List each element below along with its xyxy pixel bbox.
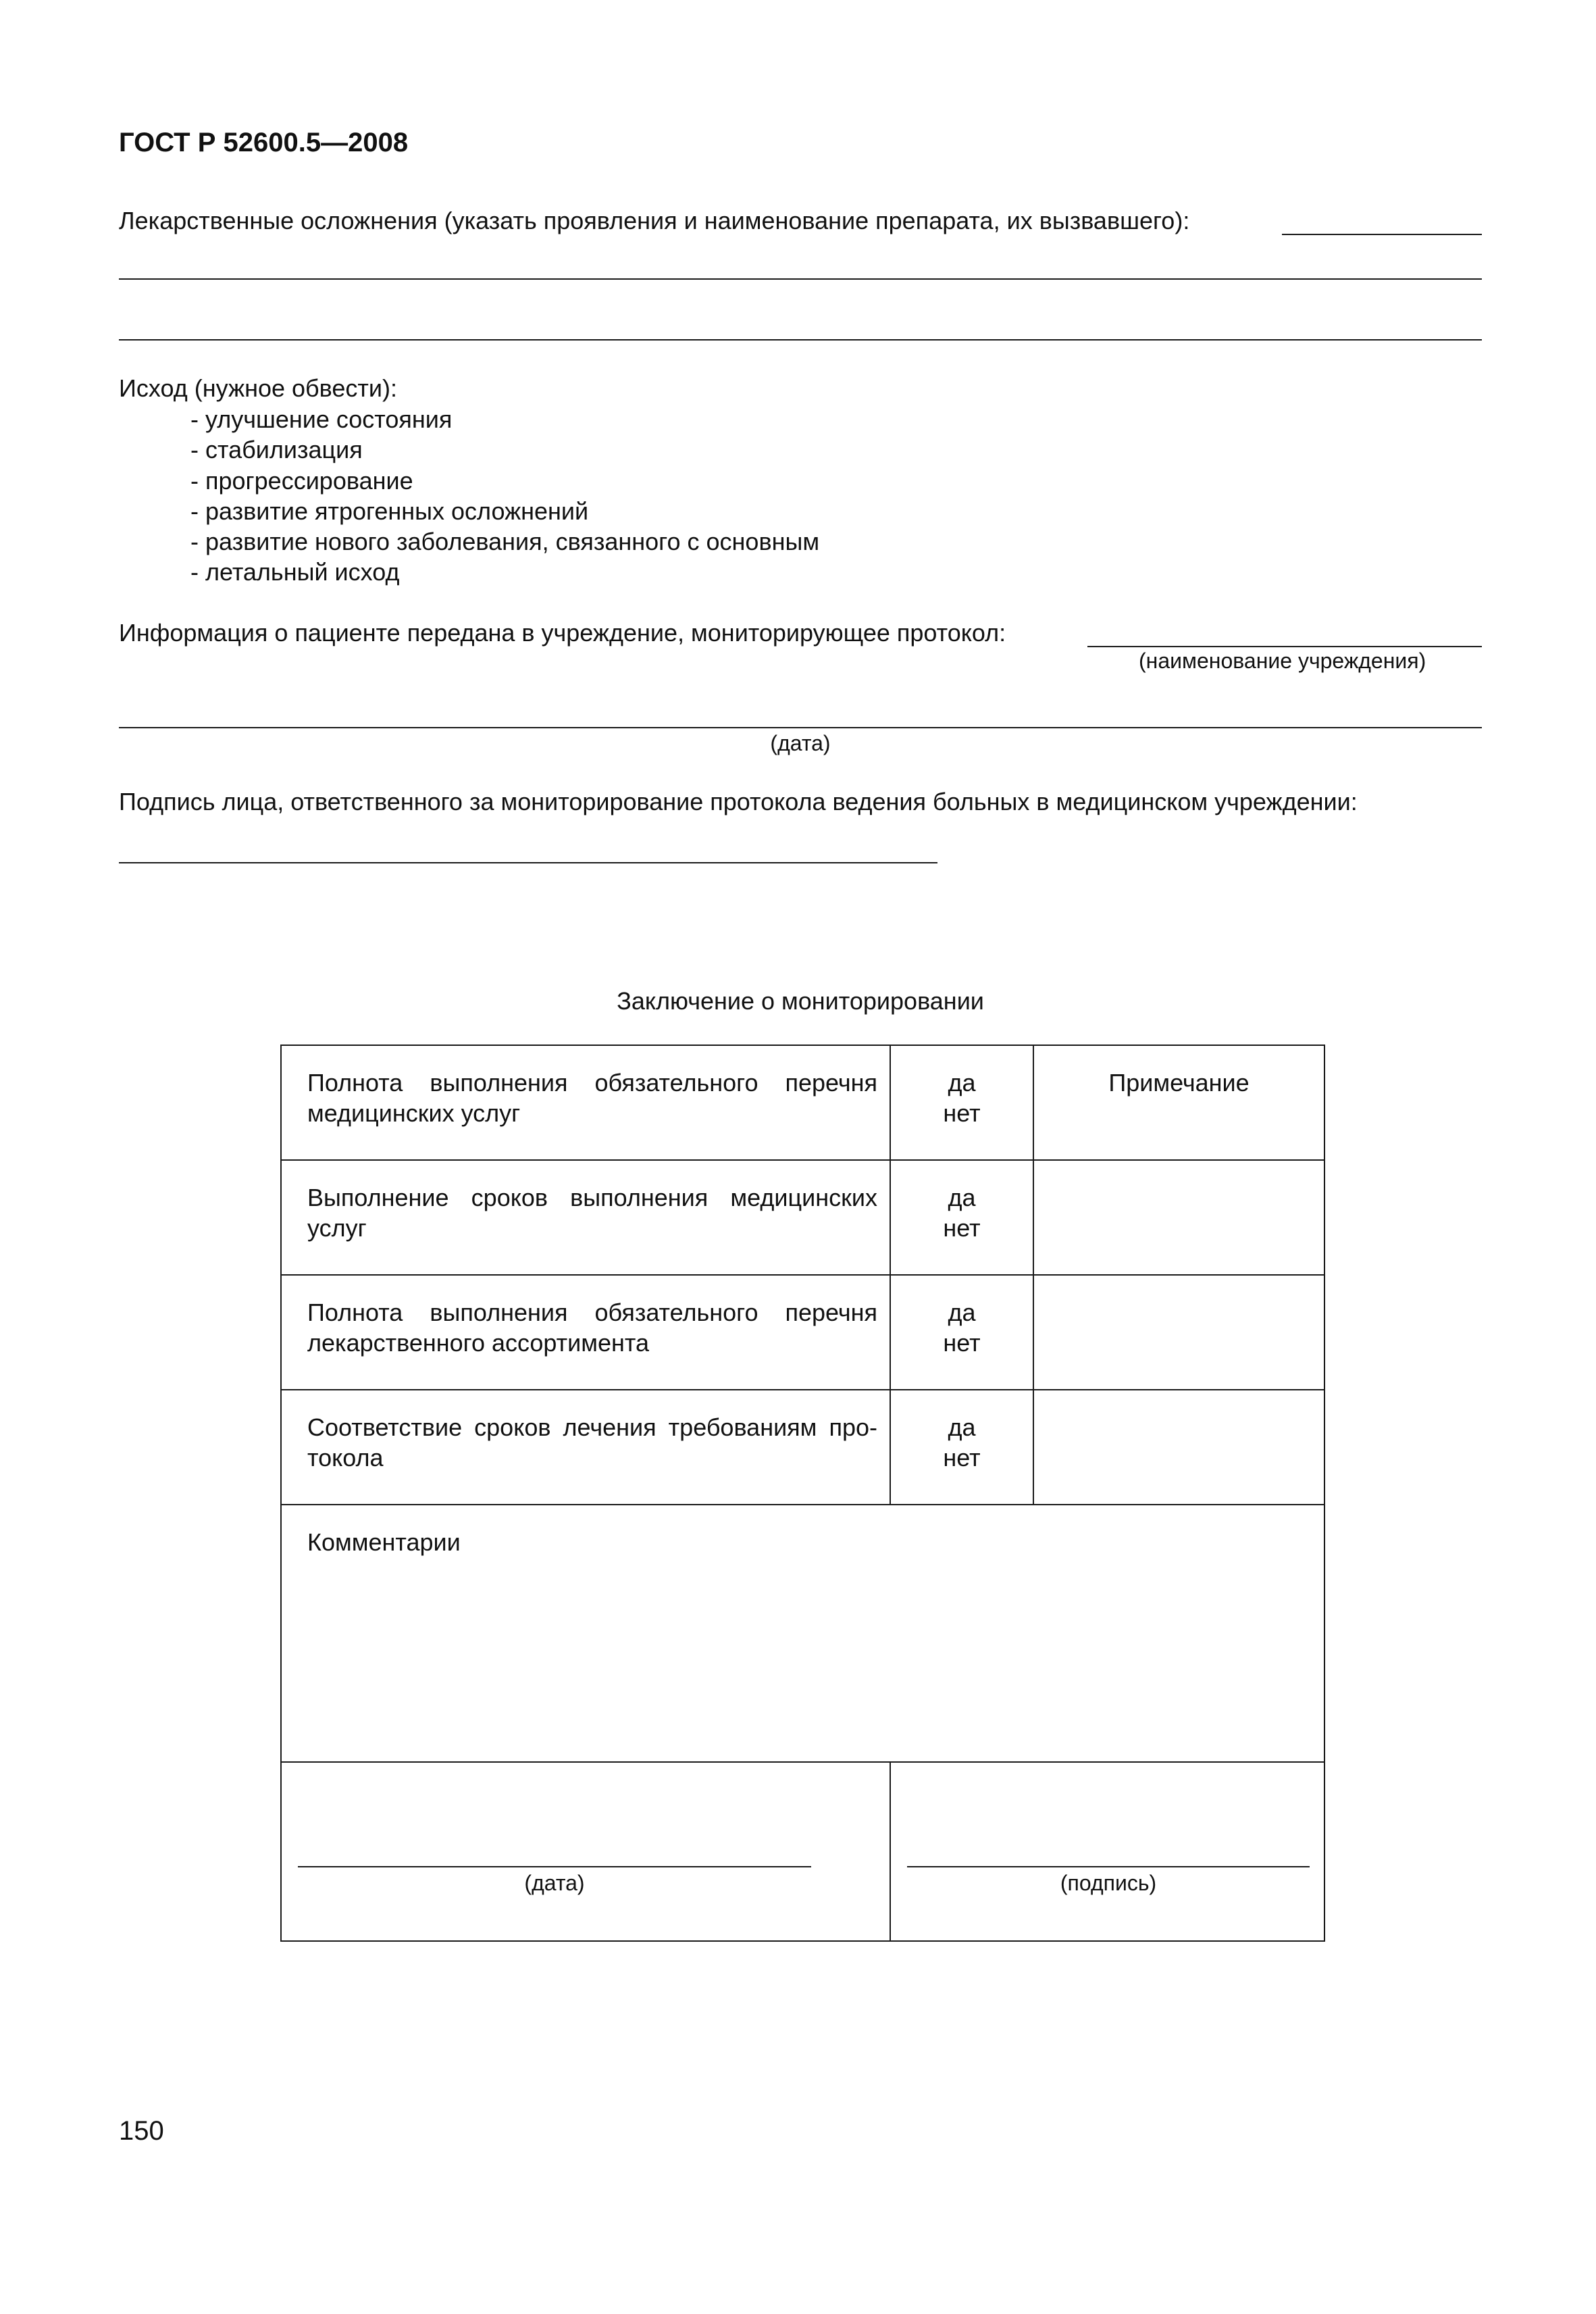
no-option: нет — [943, 1214, 981, 1242]
complications-fill-line — [119, 339, 1482, 341]
yes-no-cell — [890, 1045, 1033, 1160]
signature-cell — [890, 1762, 1324, 1941]
no-option: нет — [943, 1099, 981, 1127]
signature-line — [907, 1866, 1310, 1867]
criterion-cell: Полнота выполнения обязательного перечня лекарственного ассортимента — [281, 1275, 890, 1390]
signature-row — [281, 1762, 1324, 1941]
signature-fill-line — [119, 862, 937, 863]
table-row — [281, 1390, 1324, 1505]
no-option: нет — [943, 1444, 981, 1472]
date-caption: (дата) — [770, 731, 831, 755]
complications-label: Лекарственные осложнения (указать проявления и наименование препарата, их вызвавшего): — [119, 207, 1190, 234]
yes-no-cell — [890, 1390, 1033, 1505]
yes-option: да — [948, 1184, 976, 1211]
outcome-title: Исход (нужное обвести): — [119, 374, 397, 402]
page-number: 150 — [119, 2116, 164, 2146]
note-cell — [1033, 1275, 1324, 1390]
outcome-item: - развитие нового заболевания, связанного с основным — [190, 528, 820, 556]
date-cell-caption: (дата) — [524, 1871, 585, 1895]
no-option: нет — [943, 1329, 981, 1357]
note-cell — [1033, 1390, 1324, 1505]
comments-label: Комментарии — [307, 1528, 461, 1556]
criterion-cell: Выполнение сроков выполнения медицинских услуг — [281, 1160, 890, 1275]
date-line — [298, 1866, 811, 1867]
outcome-item: - стабилизация — [190, 436, 363, 464]
outcome-list — [190, 404, 819, 588]
signature-label: Подпись лица, ответственного за мониторирование протокола ведения больных в медицинском учреждении: — [119, 788, 1358, 815]
outcome-item: - прогрессирование — [190, 466, 413, 495]
conclusion-title: Заключение о мониторировании — [617, 987, 984, 1015]
outcome-item: - развитие ятрогенных осложнений — [190, 497, 589, 525]
yes-option: да — [948, 1299, 976, 1326]
yes-no-cell — [890, 1275, 1033, 1390]
date-fill-line — [119, 727, 1482, 728]
yes-option: да — [948, 1413, 976, 1441]
comments-cell — [281, 1505, 1324, 1762]
criterion-cell: Соответствие сроков лечения требованиям про-токола — [281, 1390, 890, 1505]
date-cell — [281, 1762, 890, 1941]
yes-no-cell — [890, 1160, 1033, 1275]
note-header: Примечание — [1033, 1045, 1324, 1160]
criterion-cell: Полнота выполнения обязательного перечня медицинских услуг — [281, 1045, 890, 1160]
table-row — [281, 1160, 1324, 1275]
transfer-label: Информация о пациенте передана в учреждение, мониторирующее протокол: — [119, 619, 1006, 647]
outcome-item: - улучшение состояния — [190, 405, 453, 433]
signature-cell-caption: (подпись) — [1060, 1871, 1157, 1895]
yes-option: да — [948, 1069, 976, 1097]
outcome-item: - летальный исход — [190, 558, 400, 586]
comments-row — [281, 1505, 1324, 1762]
table-row — [281, 1275, 1324, 1390]
complications-fill-line — [1282, 234, 1482, 235]
table-row — [281, 1045, 1324, 1160]
note-cell — [1033, 1160, 1324, 1275]
institution-caption: (наименование учреждения) — [1139, 649, 1426, 673]
complications-fill-line — [119, 278, 1482, 280]
document-title: ГОСТ Р 52600.5—2008 — [119, 128, 409, 157]
monitoring-conclusion-table — [280, 1045, 1325, 1942]
